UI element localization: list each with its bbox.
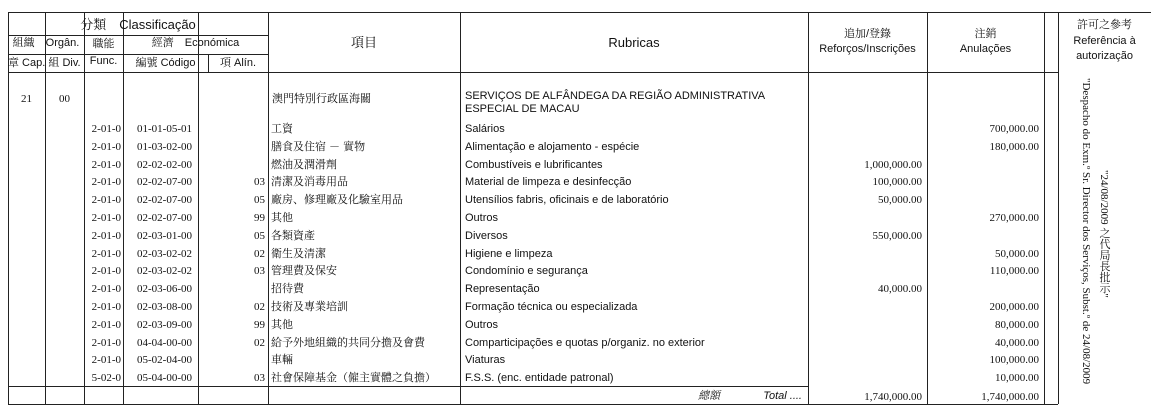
row-code: 02-03-01-00 (137, 230, 192, 242)
total-label-pt: Total .... (763, 390, 802, 402)
table-top-border (8, 12, 1151, 13)
row-alin: 03 (254, 372, 265, 384)
row-code: 04-04-00-00 (137, 337, 192, 349)
row-alin: 99 (254, 319, 265, 331)
row-func: 2-01-0 (91, 230, 121, 242)
row-item-zh: 招待費 (271, 283, 304, 295)
row-item-zh: 車輛 (271, 354, 293, 366)
row-code: 02-03-09-00 (137, 319, 192, 331)
row-alin: 03 (254, 176, 265, 188)
row-anulacao: 40,000.00 (995, 337, 1039, 349)
row-rubrica: Salários (465, 123, 505, 135)
row-func: 2-01-0 (91, 319, 121, 331)
entity-cap: 21 (21, 93, 32, 105)
authorization-despacho-zh: "24/08/2009 之代局長批示" (1098, 170, 1110, 298)
item-header: 項目 (350, 35, 377, 50)
row-func: 2-01-0 (91, 123, 121, 135)
row-anulacao: 270,000.00 (989, 212, 1039, 224)
row-anulacao: 200,000.00 (989, 301, 1039, 313)
classification-header: 分類 Classificação (80, 17, 196, 32)
row-anulacao: 50,000.00 (995, 248, 1039, 260)
row-alin: 02 (254, 248, 265, 260)
row-rubrica: Higiene e limpeza (465, 248, 553, 260)
row-anulacao: 110,000.00 (989, 265, 1039, 277)
row-item-zh: 廠房、修理廠及化驗室用品 (271, 194, 403, 206)
total-label-zh: 總額 (698, 390, 720, 402)
row-code: 02-02-07-00 (137, 176, 192, 188)
row-func: 2-01-0 (91, 141, 121, 153)
row-func: 2-01-0 (91, 176, 121, 188)
row-rubrica: Diversos (465, 230, 508, 242)
total-reforcos: 1,740,000.00 (864, 391, 922, 403)
org-header: 組織 Orgân. (12, 37, 80, 49)
row-func: 2-01-0 (91, 337, 121, 349)
reforcos-header-pt: Reforços/Inscrições (819, 43, 916, 55)
row-code: 02-02-07-00 (137, 212, 192, 224)
row-code: 02-02-02-00 (137, 159, 192, 171)
row-item-zh: 給予外地組織的共同分擔及會費 (271, 337, 425, 349)
row-reforco: 40,000.00 (878, 283, 922, 295)
row-func: 2-01-0 (91, 194, 121, 206)
authorization-despacho-pt: "Despacho do Exm.º Sr. Director dos Serviços, Subst.º de 24/08/2009 (1080, 78, 1092, 385)
total-anulacoes: 1,740,000.00 (981, 391, 1039, 403)
row-code: 02-03-08-00 (137, 301, 192, 313)
entity-name-pt1: SERVIÇOS DE ALFÂNDEGA DA REGIÃO ADMINISTRATIVA (465, 90, 766, 102)
row-item-zh: 衛生及清潔 (271, 248, 326, 260)
row-item-zh: 社會保障基金（僱主實體之負擔） (271, 372, 436, 384)
row-rubrica: Material de limpeza e desinfecção (465, 176, 632, 188)
code-header: 編號 Código (135, 57, 196, 69)
rubricas-header: Rubricas (608, 35, 660, 50)
row-alin: 02 (254, 301, 265, 313)
reforcos-header-zh: 追加/登錄 (843, 28, 892, 40)
column-border (1058, 12, 1059, 404)
row-rubrica: Comparticipações e quotas p/organiz. no exterior (465, 337, 705, 349)
table-bottom-border (8, 404, 808, 405)
column-border (460, 12, 461, 404)
row-func: 2-01-0 (91, 301, 121, 313)
row-func: 2-01-0 (91, 248, 121, 260)
total-underline (808, 404, 1058, 405)
reference-header-pt2: autorização (1076, 50, 1133, 62)
row-anulacao: 10,000.00 (995, 372, 1039, 384)
alin-header: 項 Alín. (219, 57, 257, 69)
row-code: 02-02-07-00 (137, 194, 192, 206)
row-rubrica: Outros (465, 319, 499, 331)
func-header-zh: 職能 (92, 38, 115, 50)
row-item-zh: 燃油及潤滑劑 (271, 159, 337, 171)
column-border (1044, 12, 1045, 404)
row-func: 2-01-0 (91, 354, 121, 366)
row-code: 02-03-06-00 (137, 283, 192, 295)
header-bottom-rule (8, 72, 1058, 73)
row-item-zh: 管理費及保安 (271, 265, 337, 277)
row-rubrica: Representação (465, 283, 540, 295)
row-func: 2-01-0 (91, 265, 121, 277)
row-rubrica: Condomínio e segurança (465, 265, 588, 277)
anulacoes-header-zh: 注銷 (974, 28, 997, 40)
header-rule-1 (8, 35, 268, 36)
row-code: 01-01-05-01 (137, 123, 192, 135)
reference-header-zh: 許可之參考 (1077, 19, 1132, 31)
row-code: 02-03-02-02 (137, 265, 192, 277)
row-reforco: 1,000,000.00 (864, 159, 922, 171)
row-rubrica: Utensílios fabris, oficinais e de laboratório (465, 194, 669, 206)
row-alin: 99 (254, 212, 265, 224)
row-code: 05-04-00-00 (137, 372, 192, 384)
row-rubrica: Alimentação e alojamento - espécie (465, 141, 640, 153)
row-item-zh: 其他 (271, 319, 293, 331)
entity-name-pt2: ESPECIAL DE MACAU (465, 103, 580, 115)
func-header-pt: Func. (89, 55, 118, 67)
row-item-zh: 清潔及消毒用品 (271, 176, 348, 188)
anulacoes-header-pt: Anulações (959, 43, 1012, 55)
entity-name-zh: 澳門特別行政區海關 (272, 93, 371, 105)
row-anulacao: 100,000.00 (989, 354, 1039, 366)
column-border (268, 12, 269, 404)
row-alin: 02 (254, 337, 265, 349)
row-code: 02-03-02-02 (137, 248, 192, 260)
row-reforco: 100,000.00 (872, 176, 922, 188)
column-border (808, 12, 809, 404)
entity-div: 00 (59, 93, 70, 105)
row-rubrica: Viaturas (465, 354, 506, 366)
row-func: 5-02-0 (91, 372, 121, 384)
div-header: 組 Div. (48, 57, 81, 69)
row-rubrica: Combustíveis e lubrificantes (465, 159, 603, 171)
row-func: 2-01-0 (91, 159, 121, 171)
row-rubrica: Outros (465, 212, 499, 224)
header-rule-2 (8, 54, 268, 55)
row-rubrica: F.S.S. (enc. entidade patronal) (465, 372, 614, 384)
row-item-zh: 其他 (271, 212, 293, 224)
row-reforco: 550,000.00 (872, 230, 922, 242)
row-item-zh: 膳食及住宿 － 實物 (271, 141, 366, 153)
econ-header: 經濟 Económica (151, 37, 240, 49)
row-rubrica: Formação técnica ou especializada (465, 301, 638, 313)
row-anulacao: 80,000.00 (995, 319, 1039, 331)
row-func: 2-01-0 (91, 283, 121, 295)
row-anulacao: 180,000.00 (989, 141, 1039, 153)
row-func: 2-01-0 (91, 212, 121, 224)
total-top-rule (8, 386, 808, 387)
column-border (8, 12, 9, 404)
row-code: 01-03-02-00 (137, 141, 192, 153)
reference-header-pt1: Referência à (1073, 35, 1136, 47)
row-item-zh: 技術及專業培訓 (271, 301, 348, 313)
row-reforco: 50,000.00 (878, 194, 922, 206)
row-alin: 05 (254, 230, 265, 242)
row-item-zh: 各類資產 (271, 230, 315, 242)
row-anulacao: 700,000.00 (989, 123, 1039, 135)
row-alin: 05 (254, 194, 265, 206)
row-code: 05-02-04-00 (137, 354, 192, 366)
row-item-zh: 工資 (271, 123, 293, 135)
cap-header: 章 Cap. (8, 57, 46, 69)
row-alin: 03 (254, 265, 265, 277)
